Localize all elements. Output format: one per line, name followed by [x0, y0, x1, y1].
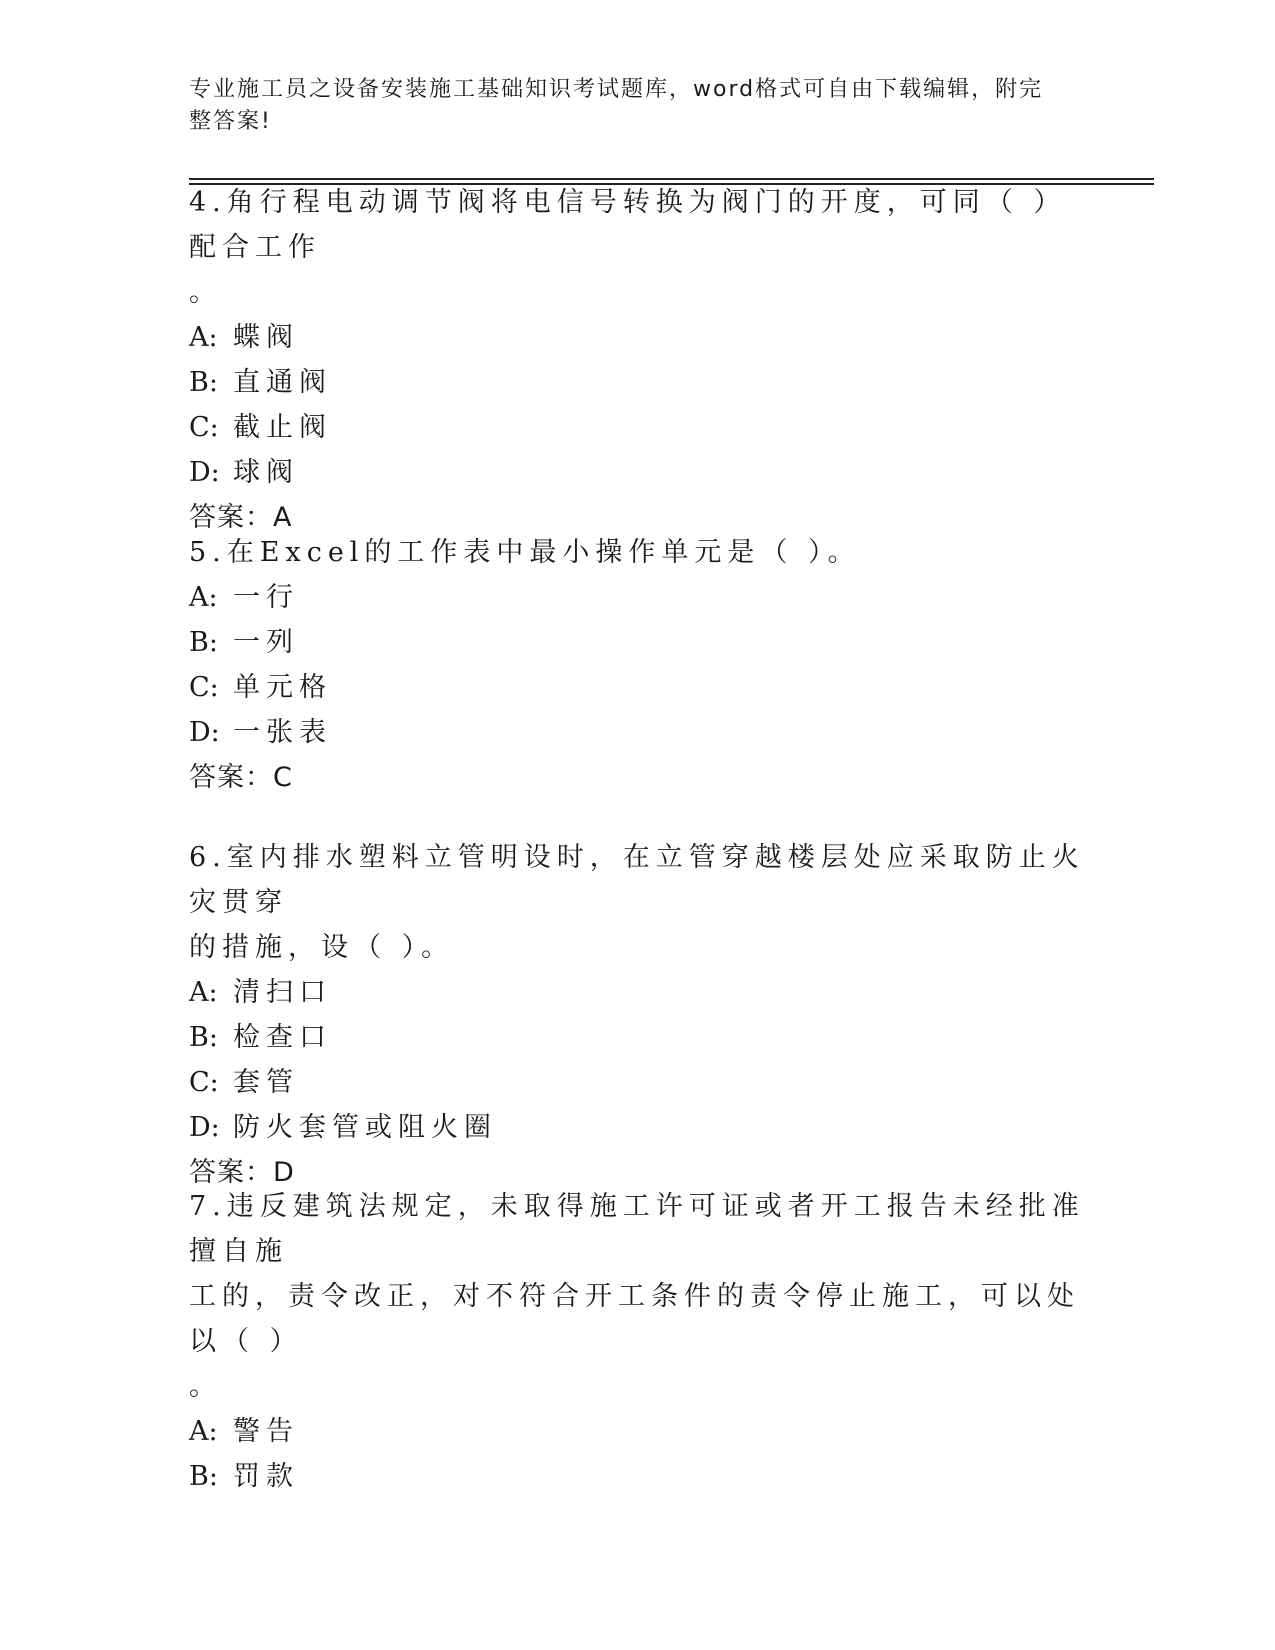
option-key: D:	[189, 457, 220, 488]
question-stem-line: 6.室内排水塑料立管明设时，在立管穿越楼层处应采取防止火灾贯穿	[189, 842, 1085, 918]
option	[189, 405, 1089, 450]
question-stem-line: 。	[189, 1371, 222, 1402]
answer-line: 答案：A	[189, 502, 293, 533]
option	[189, 620, 1089, 665]
option-key: C:	[189, 672, 219, 703]
option-text: 截止阀	[233, 412, 332, 443]
option-text: 警告	[233, 1416, 299, 1447]
question-block	[189, 1184, 1089, 1499]
option-key: C:	[189, 412, 219, 443]
option-text: 防火套管或阻火圈	[233, 1112, 497, 1143]
document-header	[189, 74, 1069, 138]
option-text: 单元格	[233, 672, 332, 703]
question-stem-line: 4.角行程电动调节阀将电信号转换为阀门的开度，可同（ ）配合工作	[189, 187, 1067, 263]
option-text: 一行	[233, 582, 299, 613]
option-key: B:	[189, 1022, 218, 1053]
option-key: A:	[189, 322, 218, 353]
option-key: A:	[189, 1416, 218, 1447]
question-block	[189, 530, 1089, 800]
question-stem-line: 7.违反建筑法规定，未取得施工许可证或者开工报告未经批准擅自施	[189, 1191, 1085, 1267]
option-text: 一张表	[233, 717, 332, 748]
question-stem	[189, 530, 1089, 575]
option	[189, 710, 1089, 755]
option-text: 球阀	[233, 457, 299, 488]
question-stem-line: 5.在Excel的工作表中最小操作单元是（ ）。	[189, 537, 861, 568]
option-text: 清扫口	[233, 977, 332, 1008]
option-text: 罚款	[233, 1461, 299, 1492]
option	[189, 1015, 1089, 1060]
option-key: B:	[189, 367, 218, 398]
question-stem-line: 。	[189, 277, 222, 308]
option-text: 检查口	[233, 1022, 332, 1053]
option-text: 蝶阀	[233, 322, 299, 353]
question-stem-line: 工的，责令改正，对不符合开工条件的责令停止施工，可以处以（ ）	[189, 1281, 1080, 1357]
option-text: 套管	[233, 1067, 299, 1098]
option-key: D:	[189, 1112, 220, 1143]
option	[189, 450, 1089, 495]
option-key: B:	[189, 1461, 218, 1492]
question-stem-line: 的措施，设（ ）。	[189, 932, 455, 963]
option	[189, 1105, 1089, 1150]
option	[189, 665, 1089, 710]
question-stem	[189, 180, 1089, 315]
answer-line: 答案：D	[189, 1157, 295, 1188]
option	[189, 315, 1089, 360]
header-line: 整答案!	[189, 109, 272, 134]
header-line: 专业施工员之设备安装施工基础知识考试题库，word格式可自由下载编辑，附完	[189, 77, 1044, 102]
option-key: C:	[189, 1067, 219, 1098]
option	[189, 970, 1089, 1015]
option	[189, 1060, 1089, 1105]
option-text: 直通阀	[233, 367, 332, 398]
answer-line: 答案：C	[189, 762, 293, 793]
option-key: D:	[189, 717, 220, 748]
option	[189, 360, 1089, 405]
option	[189, 575, 1089, 620]
option	[189, 1454, 1089, 1499]
option-text: 一列	[233, 627, 299, 658]
option	[189, 1409, 1089, 1454]
question-stem	[189, 1184, 1089, 1409]
question-stem	[189, 835, 1089, 970]
option-key: B:	[189, 627, 218, 658]
question-block	[189, 835, 1089, 1195]
option-key: A:	[189, 582, 218, 613]
option-key: A:	[189, 977, 218, 1008]
question-block	[189, 180, 1089, 540]
